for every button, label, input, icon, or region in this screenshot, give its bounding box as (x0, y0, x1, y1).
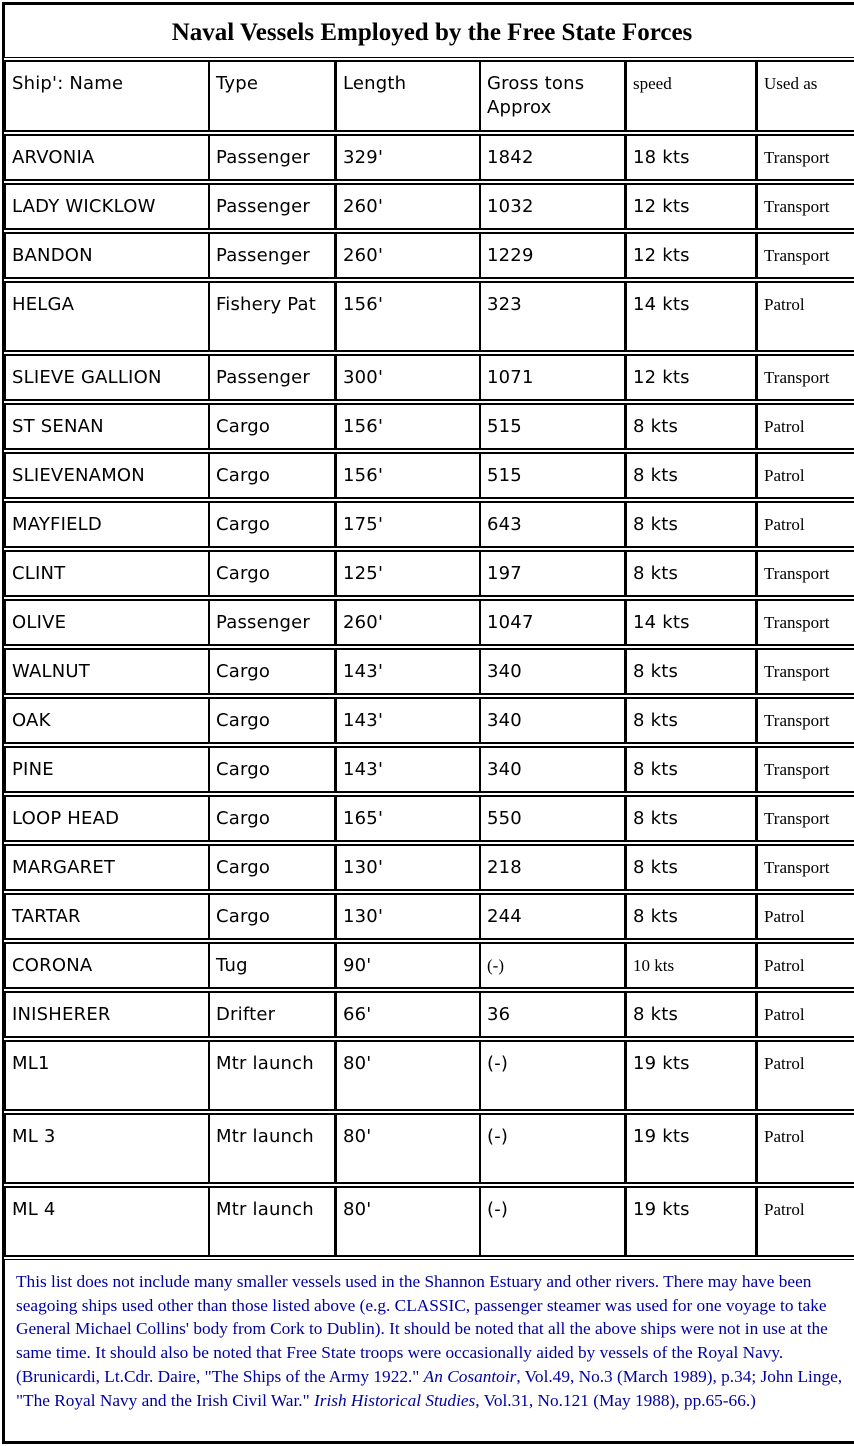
cell-speed: 8 kts (625, 844, 757, 891)
cell-used-as: Transport (756, 697, 854, 744)
cell-type: Cargo (208, 648, 336, 695)
cell-ship-name: MAYFIELD (4, 501, 210, 548)
cell-type: Cargo (208, 452, 336, 499)
cell-used-as: Transport (756, 354, 854, 401)
cell-speed: 19 kts (625, 1113, 757, 1184)
column-header-length: Length (335, 60, 481, 132)
cell-used-as: Transport (756, 795, 854, 842)
cell-speed: 14 kts (625, 599, 757, 646)
cell-used-as: Patrol (756, 1186, 854, 1257)
cell-ship-name: HELGA (4, 281, 210, 352)
cell-length: 156' (335, 281, 481, 352)
cell-speed: 12 kts (625, 183, 757, 230)
cell-length: 143' (335, 648, 481, 695)
cell-used-as: Patrol (756, 991, 854, 1038)
column-header-type: Type (208, 60, 336, 132)
cell-length: 143' (335, 746, 481, 793)
cell-gross-tons: 244 (479, 893, 626, 940)
cell-ship-name: PINE (4, 746, 210, 793)
footnote (4, 1259, 854, 1442)
cell-gross-tons: 323 (479, 281, 626, 352)
cell-used-as: Transport (756, 599, 854, 646)
cell-used-as: Transport (756, 183, 854, 230)
footnote-text-3: , Vol.31, No.121 (May 1988), pp.65-66.) (475, 1390, 756, 1410)
cell-type: Cargo (208, 403, 336, 450)
cell-length: 130' (335, 893, 481, 940)
cell-gross-tons: 340 (479, 648, 626, 695)
column-header-speed: speed (625, 60, 757, 132)
cell-gross-tons: (-) (479, 1113, 626, 1184)
cell-used-as: Transport (756, 844, 854, 891)
cell-gross-tons: 36 (479, 991, 626, 1038)
cell-speed: 8 kts (625, 501, 757, 548)
cell-length: 260' (335, 183, 481, 230)
cell-type: Cargo (208, 795, 336, 842)
cell-used-as: Patrol (756, 403, 854, 450)
cell-ship-name: LADY WICKLOW (4, 183, 210, 230)
cell-gross-tons: (-) (479, 942, 626, 989)
cell-speed: 8 kts (625, 746, 757, 793)
cell-used-as: Patrol (756, 452, 854, 499)
cell-gross-tons: 197 (479, 550, 626, 597)
cell-speed: 19 kts (625, 1040, 757, 1111)
cell-speed: 8 kts (625, 648, 757, 695)
cell-type: Cargo (208, 697, 336, 744)
column-header-ship-name: Ship': Name (4, 60, 210, 132)
cell-type: Passenger (208, 134, 336, 181)
cell-ship-name: ML 3 (4, 1113, 210, 1184)
cell-gross-tons: 340 (479, 697, 626, 744)
cell-type: Cargo (208, 844, 336, 891)
cell-gross-tons: (-) (479, 1040, 626, 1111)
cell-gross-tons: 515 (479, 403, 626, 450)
column-header-used-as: Used as (756, 60, 854, 132)
cell-used-as: Patrol (756, 1040, 854, 1111)
cell-speed: 18 kts (625, 134, 757, 181)
cell-speed: 14 kts (625, 281, 757, 352)
cell-type: Fishery Pat (208, 281, 336, 352)
cell-speed: 8 kts (625, 795, 757, 842)
cell-type: Passenger (208, 354, 336, 401)
cell-type: Cargo (208, 893, 336, 940)
cell-speed: 12 kts (625, 354, 757, 401)
cell-length: 329' (335, 134, 481, 181)
cell-length: 80' (335, 1186, 481, 1257)
cell-gross-tons: (-) (479, 1186, 626, 1257)
cell-ship-name: OLIVE (4, 599, 210, 646)
cell-speed: 8 kts (625, 452, 757, 499)
cell-length: 143' (335, 697, 481, 744)
cell-ship-name: CLINT (4, 550, 210, 597)
cell-speed: 8 kts (625, 697, 757, 744)
cell-gross-tons: 218 (479, 844, 626, 891)
cell-ship-name: ARVONIA (4, 134, 210, 181)
cell-ship-name: TARTAR (4, 893, 210, 940)
cell-type: Mtr launch (208, 1113, 336, 1184)
cell-used-as: Patrol (756, 281, 854, 352)
cell-gross-tons: 643 (479, 501, 626, 548)
cell-length: 80' (335, 1113, 481, 1184)
cell-speed: 10 kts (625, 942, 757, 989)
cell-type: Tug (208, 942, 336, 989)
cell-ship-name: ML 4 (4, 1186, 210, 1257)
cell-gross-tons: 550 (479, 795, 626, 842)
cell-length: 156' (335, 452, 481, 499)
cell-gross-tons: 1047 (479, 599, 626, 646)
cell-ship-name: CORONA (4, 942, 210, 989)
cell-type: Passenger (208, 232, 336, 279)
cell-used-as: Patrol (756, 942, 854, 989)
cell-speed: 8 kts (625, 550, 757, 597)
column-header-gross-tons: Gross tons Approx (479, 60, 626, 132)
cell-used-as: Transport (756, 550, 854, 597)
cell-used-as: Transport (756, 746, 854, 793)
footnote-text-1: This list does not include many smaller vessels used in the Shannon Estuary and other rivers. There may have been seagoing ships used other than those listed above (e.g. CLASSIC, passenger steamer was used for one voyage to take General Michael Collins' body from Cork to Dublin). It should be noted that all the above ships were not in use at the same time. It should also be noted that Free State troops were occasionally aided by vessels of the Royal Navy. (Brunicardi, Lt.Cdr. Daire, "The Ships of the Army 1922." (16, 1272, 828, 1386)
cell-type: Mtr launch (208, 1040, 336, 1111)
footnote-text-2: , Vol.49, No.3 (March 1989), p.34; John Linge, "The Royal Navy and the Irish Civil War." (16, 1366, 843, 1410)
cell-speed: 12 kts (625, 232, 757, 279)
cell-ship-name: BANDON (4, 232, 210, 279)
cell-type: Cargo (208, 501, 336, 548)
cell-length: 66' (335, 991, 481, 1038)
cell-type: Cargo (208, 746, 336, 793)
cell-length: 175' (335, 501, 481, 548)
cell-ship-name: MARGARET (4, 844, 210, 891)
cell-ship-name: WALNUT (4, 648, 210, 695)
cell-ship-name: ML1 (4, 1040, 210, 1111)
cell-gross-tons: 1842 (479, 134, 626, 181)
cell-speed: 8 kts (625, 893, 757, 940)
cell-ship-name: SLIEVE GALLION (4, 354, 210, 401)
cell-ship-name: ST SENAN (4, 403, 210, 450)
cell-used-as: Patrol (756, 501, 854, 548)
cell-ship-name: LOOP HEAD (4, 795, 210, 842)
cell-length: 90' (335, 942, 481, 989)
cell-type: Passenger (208, 183, 336, 230)
cell-type: Passenger (208, 599, 336, 646)
footnote-journal-1: An Cosantoir (423, 1366, 517, 1386)
cell-ship-name: INISHERER (4, 991, 210, 1038)
cell-length: 156' (335, 403, 481, 450)
cell-gross-tons: 340 (479, 746, 626, 793)
cell-gross-tons: 1032 (479, 183, 626, 230)
cell-gross-tons: 1229 (479, 232, 626, 279)
cell-used-as: Transport (756, 232, 854, 279)
cell-used-as: Patrol (756, 1113, 854, 1184)
cell-gross-tons: 515 (479, 452, 626, 499)
cell-length: 130' (335, 844, 481, 891)
cell-used-as: Transport (756, 134, 854, 181)
cell-ship-name: SLIEVENAMON (4, 452, 210, 499)
cell-type: Mtr launch (208, 1186, 336, 1257)
cell-ship-name: OAK (4, 697, 210, 744)
page-title: Naval Vessels Employed by the Free State Forces (4, 4, 854, 58)
cell-speed: 19 kts (625, 1186, 757, 1257)
cell-used-as: Transport (756, 648, 854, 695)
cell-used-as: Patrol (756, 893, 854, 940)
cell-length: 80' (335, 1040, 481, 1111)
cell-length: 165' (335, 795, 481, 842)
cell-type: Drifter (208, 991, 336, 1038)
cell-length: 260' (335, 232, 481, 279)
cell-length: 260' (335, 599, 481, 646)
cell-speed: 8 kts (625, 403, 757, 450)
footnote-journal-2: Irish Historical Studies (313, 1390, 476, 1410)
cell-length: 125' (335, 550, 481, 597)
cell-gross-tons: 1071 (479, 354, 626, 401)
cell-length: 300' (335, 354, 481, 401)
cell-speed: 8 kts (625, 991, 757, 1038)
cell-type: Cargo (208, 550, 336, 597)
